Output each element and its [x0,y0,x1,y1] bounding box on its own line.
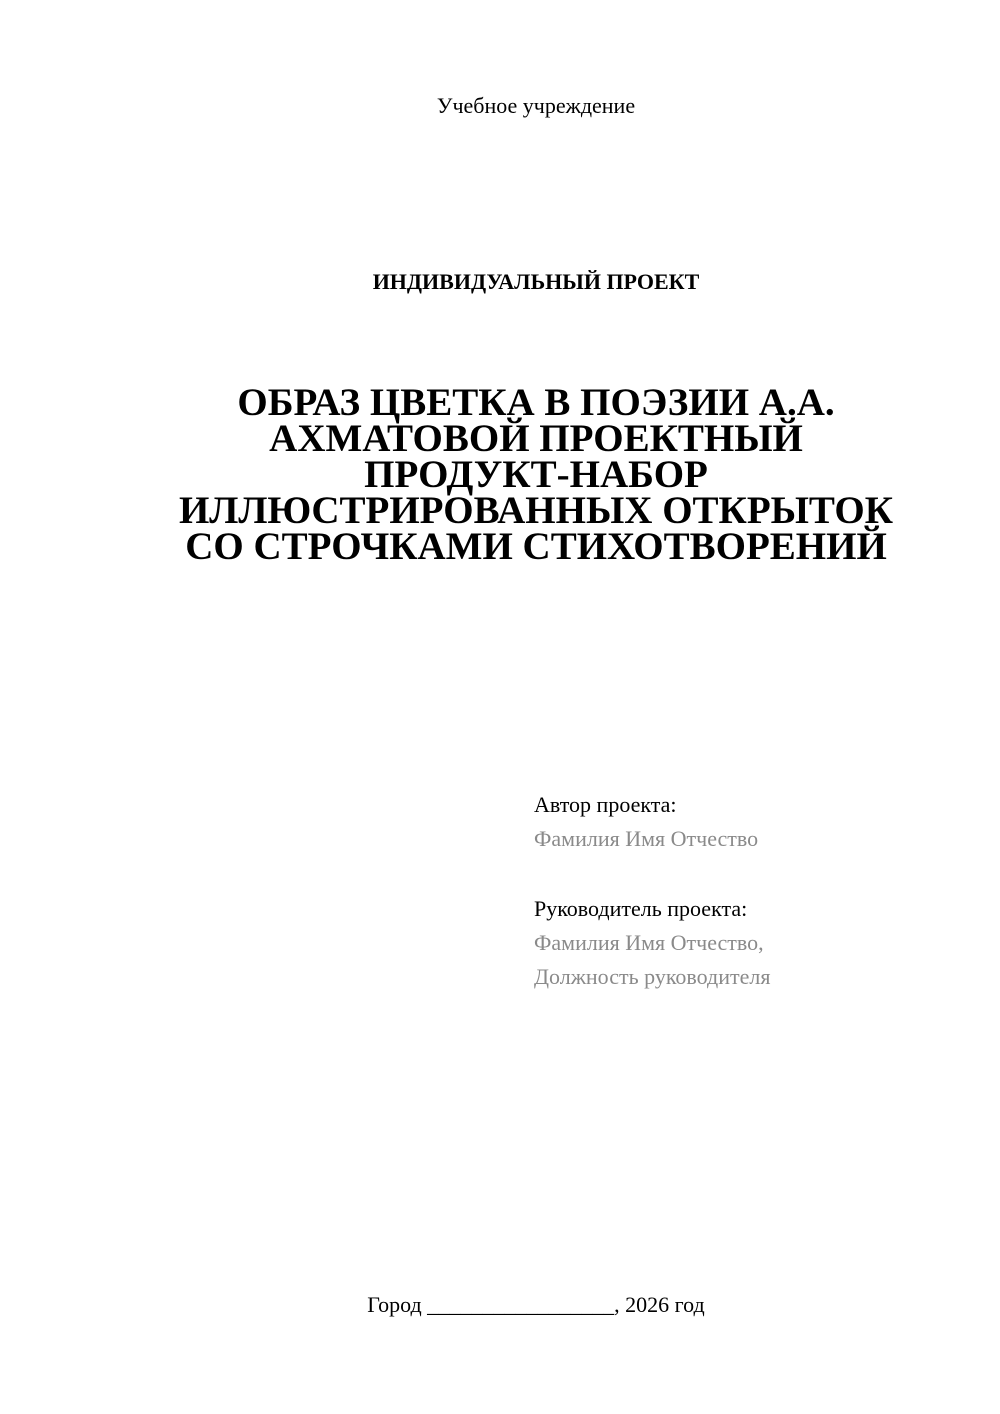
supervisor-name-placeholder: Фамилия Имя Отчество, [534,930,764,955]
supervisor-position-placeholder: Должность руководителя [534,964,771,989]
title-line: ОБРАЗ ЦВЕТКА В ПОЭЗИИ А.А. [237,381,835,424]
title-line: ИЛЛЮСТРИРОВАННЫХ ОТКРЫТОК [178,489,894,532]
project-type-heading: ИНДИВИДУАЛЬНЫЙ ПРОЕКТ [372,269,700,294]
project-title [160,381,912,568]
author-name-placeholder: Фамилия Имя Отчество [534,826,759,851]
author-label: Автор проекта: [534,792,677,817]
spacer [534,856,974,892]
city-year-line: Город _________________, 2026 год [367,1292,705,1317]
title-line: АХМАТОВОЙ ПРОЕКТНЫЙ [269,417,803,460]
project-credits [534,788,974,994]
institution-name: Учебное учреждение [436,93,636,118]
supervisor-label: Руководитель проекта: [534,896,748,921]
title-line: СО СТРОЧКАМИ СТИХОТВОРЕНИЙ [185,525,887,568]
title-line: ПРОДУКТ-НАБОР [364,453,708,496]
